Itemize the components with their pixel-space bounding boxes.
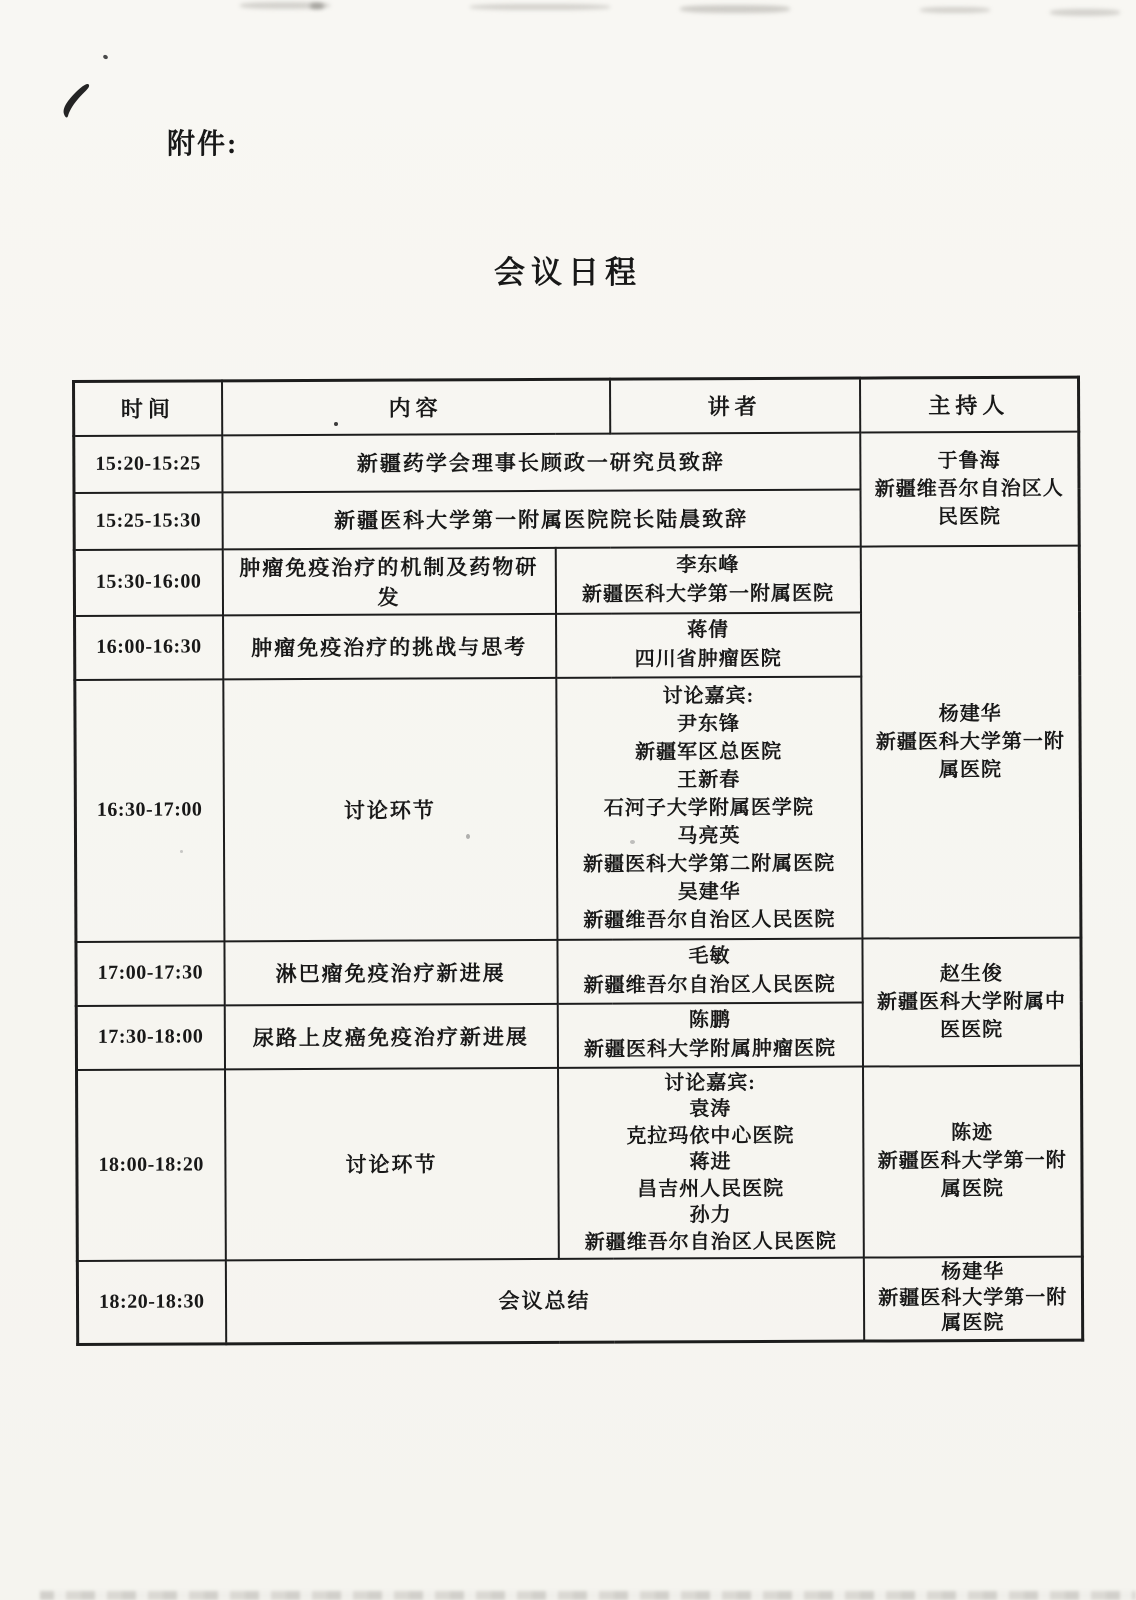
- time-cell: 16:30-17:00: [75, 679, 224, 942]
- content-cell: 新疆药学会理事长顾政一研究员致辞: [222, 432, 860, 492]
- scan-smudge: [470, 4, 610, 10]
- time-cell: 18:00-18:20: [77, 1069, 226, 1261]
- moderator-org: 新疆维吾尔自治区人民医院: [874, 477, 1064, 528]
- header-cell-time: 时间: [74, 381, 222, 436]
- speaker-cell: [555, 546, 860, 613]
- scan-smudge: [920, 7, 990, 13]
- content-cell: 新疆医科大学第一附属医院院长陆晨致辞: [222, 489, 860, 549]
- time-cell: 15:20-15:25: [74, 435, 222, 493]
- moderator-cell: [862, 937, 1082, 1066]
- speaker-name: 李东峰: [676, 553, 740, 576]
- moderator-name: 杨建华: [938, 702, 1002, 725]
- discussion-guest-list: 讨论嘉宾: 尹东锋 新疆军区总医院 王新春 石河子大学附属医学院 马亮英 新疆医科大学第二附属医院 吴建华 新疆维吾尔自治区人民医院: [583, 684, 836, 932]
- scan-edge-noise: [40, 1591, 1136, 1600]
- speaker-name: 蒋倩: [687, 618, 730, 641]
- scan-smudge: [680, 5, 790, 13]
- speaker-org: 新疆维吾尔自治区人民医院: [583, 973, 836, 997]
- header-row: [74, 377, 1079, 435]
- table-row-9: [77, 1257, 1082, 1345]
- time-cell: 18:20-18:30: [77, 1260, 225, 1344]
- speaker-cell: [556, 676, 862, 939]
- scan-smudge: [310, 3, 324, 9]
- moderator-org: 新疆医科大学第一附属医院: [878, 1286, 1068, 1335]
- moderator-name: 赵生俊: [939, 962, 1003, 985]
- moderator-cell: [860, 431, 1079, 546]
- scan-smudge: [1050, 9, 1120, 16]
- moderator-cell: [863, 1065, 1083, 1257]
- moderator-cell: [863, 1257, 1082, 1341]
- time-cell: 17:00-17:30: [76, 941, 224, 1006]
- table-row-1: [74, 431, 1079, 492]
- content-cell: 会议总结: [225, 1258, 863, 1344]
- speaker-name: 毛敏: [688, 944, 731, 967]
- table-row-3: [74, 545, 1079, 615]
- speaker-cell: [557, 938, 862, 1003]
- speaker-cell: [557, 1002, 862, 1067]
- moderator-name: 于鲁海: [937, 449, 1001, 472]
- content-cell: 尿路上皮癌免疫治疗新进展: [224, 1003, 557, 1068]
- header-cell-content: 内容: [222, 379, 610, 435]
- speaker-org: 新疆医科大学第一附属医院: [581, 582, 834, 606]
- ink-speck: [102, 54, 108, 60]
- moderator-org: 新疆医科大学第一附属医院: [877, 1149, 1067, 1201]
- speaker-org: 新疆医科大学附属肿瘤医院: [583, 1037, 836, 1061]
- speaker-org: 四川省肿瘤医院: [634, 647, 782, 671]
- attachment-label: 附件:: [167, 129, 239, 160]
- time-cell: 16:00-16:30: [75, 615, 223, 680]
- content-cell: 讨论环节: [223, 677, 557, 940]
- moderator-org: 新疆医科大学附属中医医院: [876, 990, 1067, 1041]
- moderator-name: 陈迹: [951, 1122, 994, 1145]
- discussion-guest-list: 讨论嘉宾: 袁涛 克拉玛依中心医院 蒋进 昌吉州人民医院 孙力 新疆维吾尔自治区人民医院: [584, 1071, 837, 1254]
- header-cell-speaker: 讲者: [610, 378, 860, 433]
- pen-mark-artifact: [58, 80, 94, 122]
- speaker-name: 陈鹏: [688, 1008, 731, 1031]
- content-cell: 肿瘤免疫治疗的挑战与思考: [223, 613, 556, 678]
- time-cell: 15:30-16:00: [74, 549, 222, 616]
- header-cell-moderator: 主持人: [860, 377, 1079, 432]
- content-cell: 淋巴瘤免疫治疗新进展: [224, 939, 557, 1004]
- agenda-table-wrap: [72, 376, 1081, 1346]
- table-row-6: [76, 937, 1081, 1005]
- time-cell: 15:25-15:30: [74, 492, 222, 550]
- moderator-name: 杨建华: [941, 1260, 1005, 1284]
- moderator-cell: [860, 545, 1081, 938]
- content-cell: 讨论环节: [225, 1067, 559, 1260]
- moderator-org: 新疆医科大学第一附属医院: [875, 730, 1065, 781]
- table-row-8: [77, 1065, 1083, 1261]
- time-cell: 17:30-18:00: [76, 1005, 224, 1070]
- agenda-table: [72, 376, 1084, 1346]
- page-title: 会议日程: [494, 255, 642, 290]
- speaker-cell: [558, 1066, 864, 1259]
- speaker-cell: [556, 612, 861, 677]
- content-cell: 肿瘤免疫治疗的机制及药物研发: [222, 547, 555, 614]
